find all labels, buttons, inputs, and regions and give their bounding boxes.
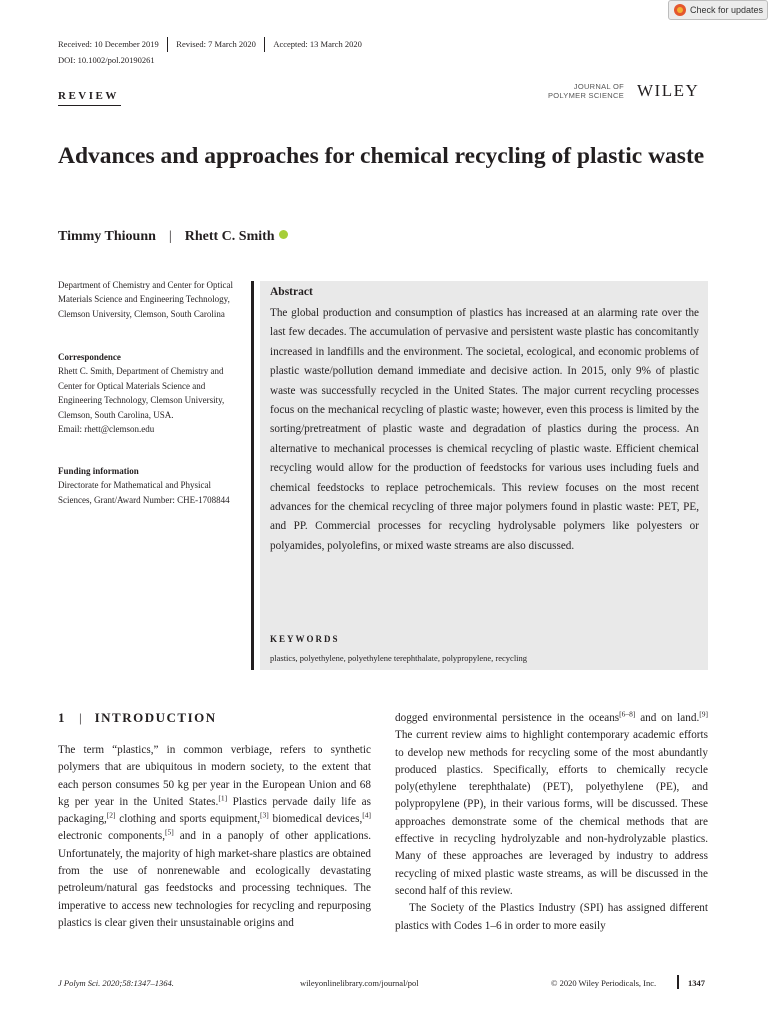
text-run: Plastics pervade daily life as packaging, — [58, 795, 372, 826]
update-icon — [674, 4, 686, 16]
keywords-list: plastics, polyethylene, polyethylene terephthalate, polypropylene, recycling — [270, 653, 528, 663]
author-list — [58, 229, 288, 245]
check-for-updates-label: Check for updates — [690, 5, 764, 15]
funding-heading: Funding information — [58, 466, 139, 476]
citation-ref[interactable]: [2] — [106, 810, 116, 820]
citation-ref[interactable]: [6–8] — [619, 709, 636, 719]
footer-divider — [677, 975, 679, 989]
paragraph: The Society of the Plastics Industry (SPI) has assigned different plastics with Codes 1–6 in order to more easily — [395, 902, 708, 932]
date-divider — [264, 37, 266, 52]
text-run: The term “plastics,” in common verbiage, refers to synthetic polymers that are ubiquitous in modern society, to the extent that each person consumes 50 kg per year in the European Union and 68 kg per year in the United States. — [58, 744, 371, 808]
date-divider — [167, 37, 169, 52]
text-run: clothing and sports equipment, — [115, 813, 260, 826]
journal-logo-line2: POLYMER SCIENCE — [547, 90, 624, 100]
citation-ref[interactable]: [4] — [362, 810, 371, 820]
correspondence-section — [58, 350, 246, 436]
abstract-heading: Abstract — [270, 286, 313, 298]
page-number: 1347 — [688, 978, 705, 988]
author-name[interactable]: Timmy Thiounn — [58, 229, 156, 244]
article-title: Advances and approaches for chemical recycling of plastic waste — [58, 143, 705, 169]
article-dates — [58, 37, 362, 51]
text-run: dogged environmental persistence in the oceans — [395, 712, 620, 724]
paragraph — [395, 710, 708, 900]
paragraph — [58, 742, 371, 932]
text-run: The current review aims to highlight contemporary academic efforts to develop new methods for recycling some of the most abundantly produced plastics. Specifically, efforts to chemically recycle poly(ethylene terephthalate) (PET), polyethylene (PE), and polypropylene (PP), in their various forms, will be discussed. These approaches demonstrate some of the chemical methods that are effective in recycling hydrolyzable and non-hydrolyzable plastics. Many of these approaches are leveraged by industry to address recycling of mixed plastic waste streams, as will be discussed in the second half of this review. — [395, 729, 708, 897]
citation-ref[interactable]: [5] — [165, 827, 174, 837]
section-number: 1 — [58, 710, 66, 725]
citation-ref[interactable]: [1] — [218, 793, 228, 803]
check-for-updates-button[interactable] — [668, 0, 768, 20]
footer-copyright: © 2020 Wiley Periodicals, Inc. — [551, 978, 657, 988]
correspondence-email[interactable]: Email: rhett@clemson.edu — [58, 424, 155, 435]
received-date: Received: 10 December 2019 — [58, 39, 159, 49]
author-name[interactable]: Rhett C. Smith — [184, 229, 275, 244]
journal-logo-line1: JOURNAL OF — [573, 82, 624, 91]
abstract-rule — [251, 281, 254, 670]
keywords-heading: KEYWORDS — [270, 634, 340, 644]
section-title: INTRODUCTION — [94, 710, 217, 725]
body-column-left — [58, 742, 371, 932]
accepted-date: Accepted: 13 March 2020 — [273, 39, 362, 49]
abstract-text: The global production and consumption of plastics has increased at an alarming rate over the last few decades. The accumulation of pervasive and persistent waste plastic has concomitantly increased in landfills and the environment. The societal, ecological, and economic problems of plastic waste/pollution demand immediate and decisive action. In 2015, only 9% of plastic waste was successfully recycled in the United States. The major current recycling processes focus on the mechanical recycling of plastic waste; however, even this process is limited by the sorting/pretreatment of plastic waste and degradation of plastics during the process. An alternative to mechanical processes is chemical recycling of plastic waste. Efficient chemical recycling would allow for the production of feedstocks for various uses including fuels and chemical feedstocks to replace petrochemicals. This review focuses on the most recent advances for the chemical recycling of three major polymers found in plastic waste: PET, PE, and PP. Commercial processes for recycling hydrolysable polymers like polyesters or polyamides, polyolefins, or mixed waste streams are also discussed. — [270, 307, 699, 552]
correspondence-heading: Correspondence — [58, 352, 121, 362]
citation-ref[interactable]: [3] — [260, 810, 269, 820]
funding-text: Directorate for Mathematical and Physical Sciences, Grant/Award Number: CHE-1708844 — [58, 480, 230, 505]
text-run: biomedical devices, — [268, 813, 363, 826]
affiliation: Department of Chemistry and Center for Optical Materials Science and Engineering Technology, Clemson University, Clemson, South Carolina — [58, 280, 233, 319]
revised-date: Revised: 7 March 2020 — [176, 39, 256, 49]
text-run: and in a panoply of other applications. Unfortunately, the majority of high market-share plastics are obtained from the use of nonrenewable and ecologically devastating petroleum/natural gas feedstocks and processing techniques. The imperative to access new technologies for recycling and repurposing plastics is clear given their unsustainable origins and — [58, 830, 371, 929]
section-separator: | — [79, 710, 82, 725]
text-run: and on land. — [635, 712, 700, 724]
section-heading — [58, 710, 217, 726]
footer-citation: J Polym Sci. 2020;58:1347–1364. — [58, 978, 174, 988]
correspondence-text: Rhett C. Smith, Department of Chemistry and Center for Optical Materials Science and Engineering Technology, Clemson University, Clemson, South Carolina, USA. — [58, 366, 225, 420]
orcid-icon[interactable] — [279, 230, 288, 239]
article-type-underline — [58, 105, 121, 106]
body-column-right — [395, 710, 708, 935]
article-type-label: REVIEW — [58, 90, 119, 102]
footer-url[interactable]: wileyonlinelibrary.com/journal/pol — [300, 978, 419, 988]
funding-section — [58, 464, 246, 507]
citation-ref[interactable]: [9] — [699, 709, 708, 719]
publisher-logo: WILEY — [637, 81, 700, 100]
journal-logo — [540, 83, 624, 100]
doi-link[interactable]: DOI: 10.1002/pol.20190261 — [58, 55, 155, 65]
author-separator: | — [168, 229, 172, 244]
text-run: electronic components, — [58, 830, 165, 843]
